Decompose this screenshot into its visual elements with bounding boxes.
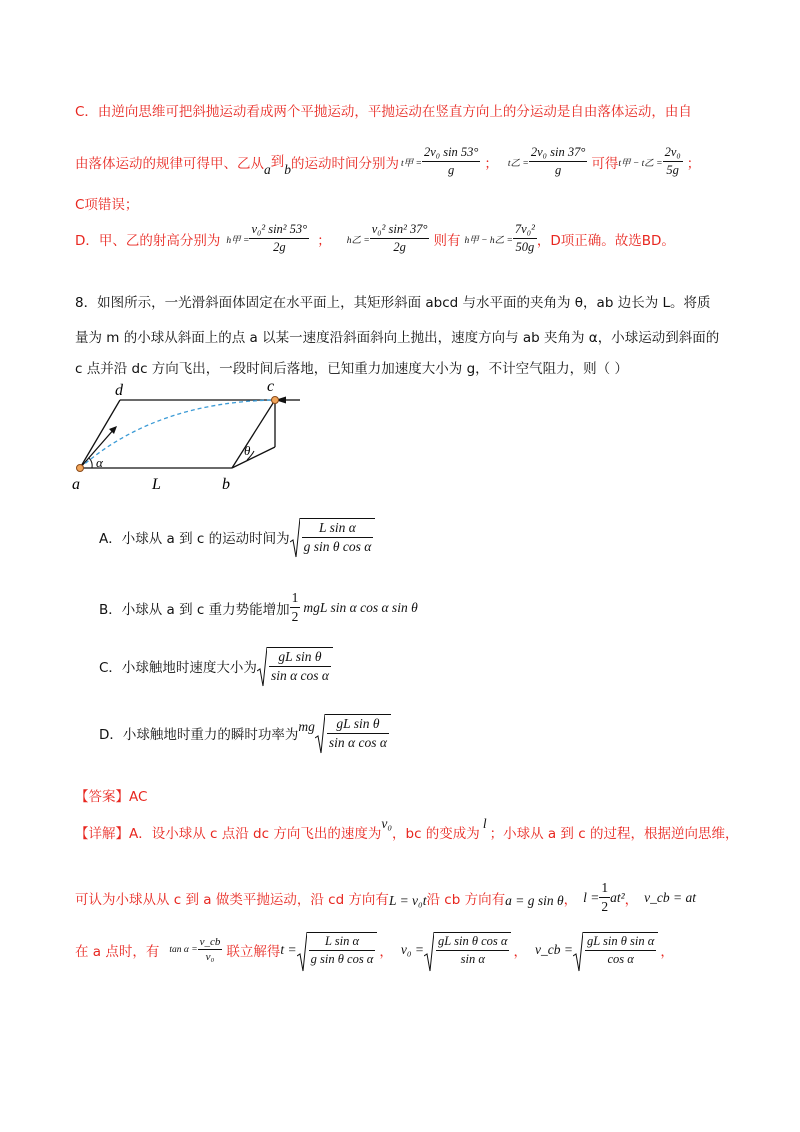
label-alpha: α (96, 455, 103, 470)
detail-lianli: 联立解得 (226, 943, 281, 960)
answer-d-separator: ； (317, 232, 331, 249)
sqrt-icon (290, 518, 300, 558)
detail-eq-a: a = g sin θ (505, 892, 564, 908)
detail-l: l (482, 816, 487, 831)
detail-line1 (75, 816, 739, 842)
t-yi-denominator: g (554, 163, 562, 177)
option-a-denominator: g sin θ cos α (303, 539, 372, 554)
detail-vcb-numerator: gL sin θ sin α (585, 934, 656, 951)
h-jia-fraction (249, 222, 309, 255)
answer-d-suffix: ，D项正确。故选BD。 (536, 232, 675, 249)
question8-line3: c 点并沿 dc 方向飞出，一段时间后落地，已知重力加速度大小为 g，不计空气阻力，则（ ） (75, 361, 628, 377)
answer-c-line2 (75, 145, 700, 178)
t-diff-numerator: 2v₀ (663, 145, 683, 162)
label-b: b (222, 476, 230, 493)
h-yi-fraction (370, 222, 430, 255)
detail-comma5: ， (660, 943, 674, 960)
detail-eq-L: L = v₀t (388, 892, 427, 908)
option-d-text: D．小球触地时重力的瞬时功率为 (99, 726, 299, 743)
detail-comma3: ， (379, 943, 393, 960)
option-c (99, 647, 333, 684)
h-yi-numerator: v₀² sin² 37° (370, 222, 430, 239)
detail-t-sqrt (297, 932, 378, 967)
detail-v0-lhs: v₀ = (400, 941, 425, 957)
option-d (99, 714, 391, 751)
detail-tan-denominator: v₀ (205, 951, 215, 963)
t-diff-fraction (663, 145, 683, 178)
point-a-label: a (264, 161, 271, 177)
option-c-numerator: gL sin θ (269, 649, 331, 667)
detail-comma1: ， (563, 891, 578, 908)
detail-v0-denominator: sin α (460, 952, 485, 966)
option-d-sqrt (315, 714, 391, 751)
question8-line1: 8．如图所示，一光滑斜面体固定在水平面上，其矩形斜面 abcd 与水平面的夹角为 θ，ab 边长为 L。将质 (75, 295, 711, 311)
point-b-label: b (284, 161, 291, 177)
separator-1: ； (484, 155, 498, 172)
option-a-sqrt (290, 518, 376, 555)
option-d-denominator: sin α cos α (328, 735, 387, 750)
detail-tan-fraction (198, 936, 223, 963)
label-c: c (267, 378, 275, 395)
detail-line1-prefix: 【详解】A．设小球从 c 点沿 dc 方向飞出的速度为 (75, 826, 382, 842)
sqrt-icon (573, 932, 583, 972)
option-b-text: B．小球从 a 到 c 重力势能增加 (99, 601, 290, 618)
detail-comma2: ， (624, 891, 639, 908)
answer-c-line3: C项错误； (75, 197, 139, 213)
detail-vcb-sqrt (573, 932, 658, 967)
t-yi-numerator: 2v₀ sin 37° (529, 145, 587, 162)
detail-line2 (75, 880, 696, 915)
answer-key: 【答案】AC (75, 789, 148, 805)
t-diff-denominator: 5g (666, 163, 679, 177)
h-diff-fraction (513, 222, 537, 255)
label-d: d (115, 382, 123, 399)
detail-comma4: ， (513, 943, 527, 960)
detail-tan-numerator: v_cb (199, 936, 221, 948)
label-L: L (152, 476, 161, 493)
option-b (99, 590, 418, 625)
h-diff-lhs: h甲 − h乙 = (464, 235, 513, 246)
option-c-text: C．小球触地时速度大小为 (99, 659, 257, 676)
detail-line3 (75, 932, 674, 967)
option-b-half-denominator: 2 (291, 609, 299, 624)
t-jia-fraction (422, 145, 480, 178)
option-d-numerator: gL sin θ (327, 716, 389, 734)
h-yi-denominator: 2g (393, 240, 406, 254)
zeyou-text: 则有 (433, 232, 461, 249)
detail-t-lhs: t = (280, 941, 297, 957)
h-jia-lhs: h甲 = (226, 235, 250, 246)
detail-v0: v₀ (381, 816, 393, 831)
kede-text: 可得 (591, 155, 619, 172)
detail-eq-vcb: v_cb = at (644, 889, 696, 905)
t-yi-fraction (529, 145, 587, 178)
option-d-mg: mg (298, 718, 315, 734)
detail-line1-suffix: ；小球从 a 到 c 的过程，根据逆向思维， (489, 826, 739, 842)
sqrt-icon (257, 647, 267, 687)
alpha-arc (89, 458, 92, 468)
answer-d-prefix: D．甲、乙的射高分别为 (75, 232, 221, 249)
h-jia-numerator: v₀² sin² 53° (249, 222, 309, 239)
answer-c-line2-mid: 的运动时间分别为 (291, 155, 399, 172)
detail-tan-lhs: tan α = (169, 944, 198, 955)
answer-c-line2-prefix: 由落体运动的规律可得甲、乙从 (75, 155, 264, 172)
h-yi-lhs: h乙 = (346, 235, 370, 246)
separator-2: ； (686, 155, 701, 172)
h-diff-numerator: 7v₀² (513, 222, 537, 239)
h-jia-denominator: 2g (273, 240, 286, 254)
dao-text: 到 (270, 153, 285, 170)
option-b-expression: mgL sin α cos α sin θ (303, 599, 418, 615)
detail-eq-l-fraction (599, 880, 610, 915)
t-diff-lhs: t甲 − t乙 = (618, 158, 663, 169)
sqrt-icon (297, 932, 307, 972)
detail-v0-sqrt (424, 932, 511, 967)
detail-eq-l-lhs: l = (583, 889, 600, 905)
option-c-denominator: sin α cos α (270, 668, 329, 683)
detail-eq-l-numerator: 1 (599, 880, 610, 898)
ball-end (272, 397, 279, 404)
h-diff-denominator: 50g (515, 240, 535, 254)
option-a-text: A．小球从 a 到 c 的运动时间为 (99, 530, 290, 547)
detail-line1-mid: ，bc 的变成为 (392, 826, 480, 842)
detail-line3-prefix: 在 a 点时，有 (75, 943, 160, 960)
sqrt-icon (315, 714, 325, 754)
t-jia-denominator: g (448, 163, 455, 177)
option-c-sqrt (257, 647, 333, 684)
option-a (99, 518, 375, 555)
ball-start (77, 465, 84, 472)
detail-t-denominator: g sin θ cos α (310, 952, 374, 966)
detail-eq-l-rhs: at² (610, 889, 625, 905)
answer-c-line1: C．由逆向思维可把斜抛运动看成两个平抛运动，平抛运动在竖直方向上的分运动是自由落体运动，由自 (75, 104, 692, 120)
inclined-plane-figure (60, 375, 320, 500)
sqrt-icon (424, 932, 434, 972)
detail-vcb-lhs: v_cb = (534, 941, 573, 957)
label-a: a (72, 476, 80, 493)
answer-d-line (75, 222, 675, 255)
detail-line2-mid: 沿 cb 方向有 (426, 891, 506, 908)
question8-line2: 量为 m 的小球从斜面上的点 a 以某一速度沿斜面斜向上抛出，速度方向与 ab 夹角为 α，小球运动到斜面的 (75, 330, 720, 346)
option-a-numerator: L sin α (302, 520, 374, 538)
detail-t-numerator: L sin α (309, 934, 376, 951)
detail-v0-numerator: gL sin θ cos α (436, 934, 509, 951)
label-theta: θ (244, 443, 251, 458)
t-jia-numerator: 2v₀ sin 53° (422, 145, 480, 162)
detail-vcb-denominator: cos α (607, 952, 634, 966)
t-jia-lhs: t甲 = (401, 158, 422, 169)
detail-line2-prefix: 可认为小球从从 c 到 a 做类平抛运动，沿 cd 方向有 (75, 891, 389, 908)
option-b-half (290, 590, 301, 625)
t-yi-lhs: t乙 = (507, 158, 529, 169)
detail-eq-l-denominator: 2 (601, 899, 609, 914)
option-b-half-numerator: 1 (290, 590, 301, 608)
